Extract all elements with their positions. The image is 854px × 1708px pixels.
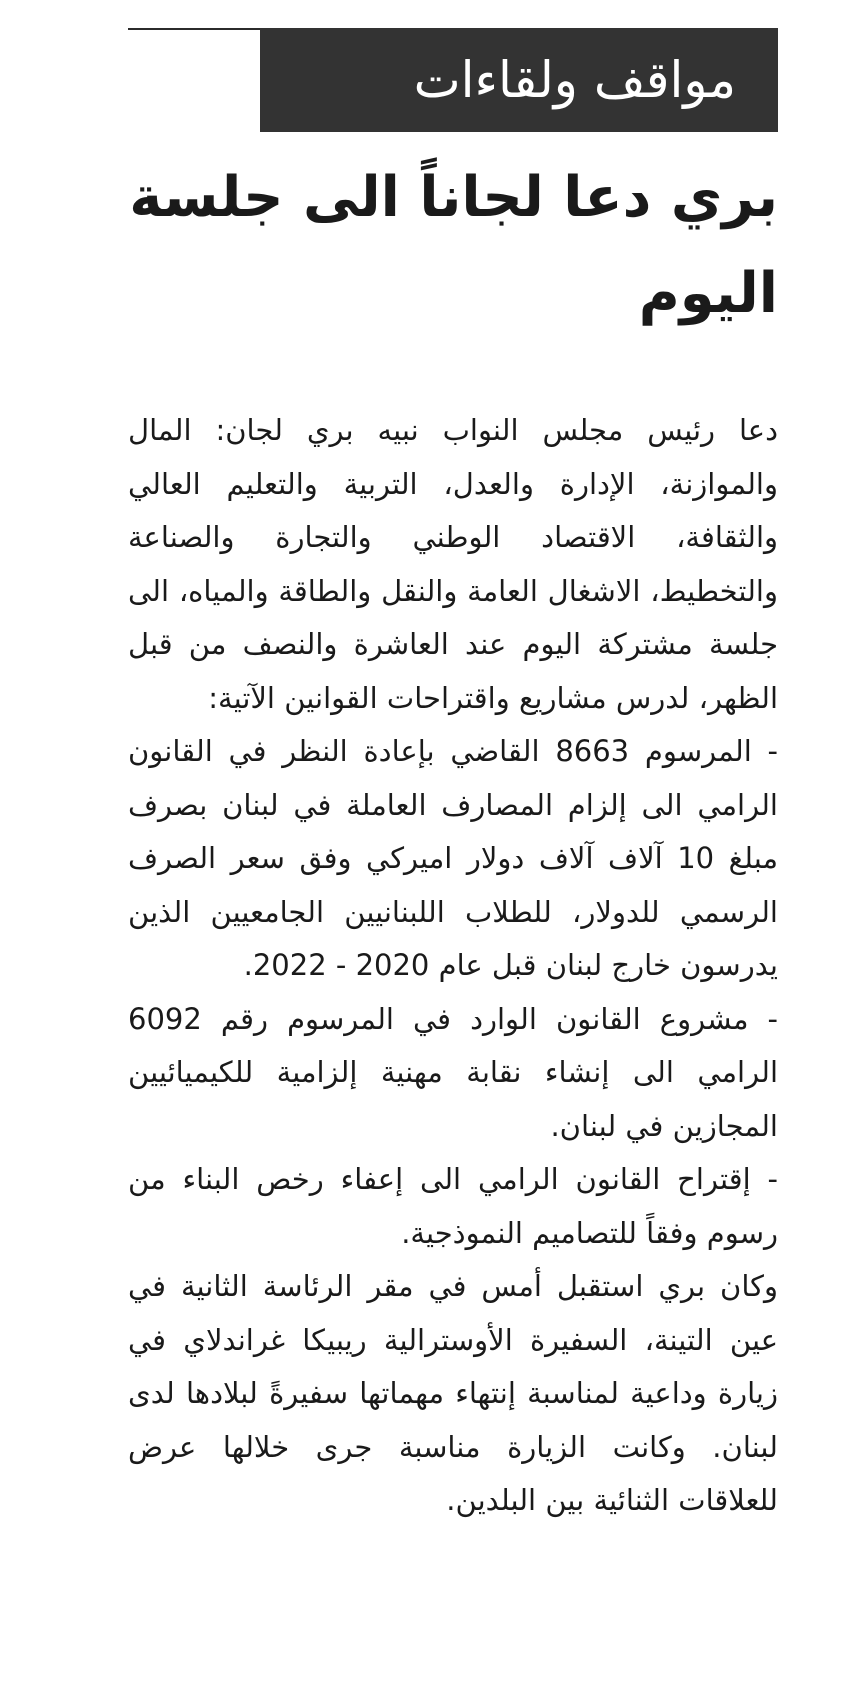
- article-paragraph-item-2: - مشروع القانون الوارد في المرسوم رقم 6092 الرامي الى إنشاء نقابة مهنية إلزامية للكيميائيين المجازين في لبنان.: [128, 1001, 778, 1143]
- section-title: مواقف ولقاءات: [413, 51, 736, 109]
- article-paragraph-visit: وكان بري استقبل أمس في مقر الرئاسة الثانية في عين التينة، السفيرة الأوسترالية ريبيكا غراندلاي في زيارة وداعية لمناسبة إنتهاء مهماتها سفيرةً لبلادها لدى لبنان. وكانت الزيارة مناسبة جرى خلالها عرض للعلاقات الثنائية بين البلدين.: [128, 1269, 778, 1517]
- article-body: [128, 404, 778, 1528]
- article-paragraph-item-3: - إقتراح القانون الرامي الى إعفاء رخص البناء من رسوم وفقاً للتصاميم النموذجية.: [128, 1162, 778, 1250]
- article-headline: بري دعا لجاناً الى جلسة اليوم: [129, 165, 778, 326]
- section-banner: [260, 28, 778, 132]
- article-paragraph-intro: دعا رئيس مجلس النواب نبيه بري لجان: المال والموازنة، الإدارة والعدل، التربية والتعليم العالي والثقافة، الاقتصاد الوطني والتجارة والصناعة والتخطيط، الاشغال العامة والنقل والطاقة والمياه، الى جلسة مشتركة اليوم عند العاشرة والنصف من قبل الظهر، لدرس مشاريع واقتراحات القوانين الآتية:: [128, 413, 778, 715]
- article-paragraph-item-1: - المرسوم 8663 القاضي بإعادة النظر في القانون الرامي الى إلزام المصارف العاملة في لبنان بصرف مبلغ 10 آلاف آلاف دولار اميركي وفق سعر الصرف الرسمي للدولار، للطلاب اللبنانيين الجامعيين الذين يدرسون خارج لبنان قبل عام 2020 - 2022.: [128, 734, 778, 982]
